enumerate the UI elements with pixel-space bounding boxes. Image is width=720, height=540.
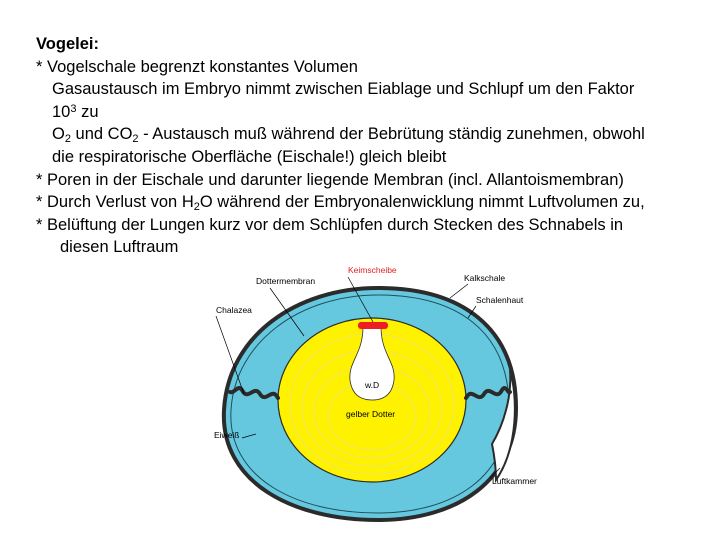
label-schalenhaut: Schalenhaut [476,295,524,305]
bullet-lung-ventilation-cont: diesen Luftraum [60,238,179,257]
bullet-volume: * Vogelschale begrenzt konstantes Volumen [36,57,358,76]
subline-factor: $10^3$ zu [52,102,99,121]
label-gelber-dotter: gelber Dotter [346,409,396,419]
heading: Vogelei: [36,35,99,53]
subline-o2-co2: $O_2$ und $CO_2$ - Austausch muß während der Bebrütung ständig zunehmen, obwohl [52,125,645,146]
bullet-pores: * Poren in der Eischale und darunter liegende Membran (incl. Allantoismembran) [36,170,624,189]
label-eiweiss: Eiweiß [214,430,240,440]
text-block [36,33,716,259]
label-kalkschale: Kalkschale [464,273,506,283]
subline-gas-exchange: Gasaustausch im Embryo nimmt zwischen Eiablage und Schlupf um den Faktor [52,80,635,99]
germinal-disc [358,322,388,329]
label-dottermembran: Dottermembran [256,276,316,286]
bullet-lung-ventilation: * Belüftung der Lungen kurz vor dem Schlüpfen durch Stecken des Schnabels in [36,215,624,234]
egg-cross-section-diagram [200,258,560,538]
label-luftkammer: Luftkammer [492,476,537,486]
label-keimscheibe: Keimscheibe [348,265,397,275]
subline-respiratory-surface: die respiratorische Oberfläche (Eischale!) gleich bleibt [52,147,447,166]
bullet-water-loss: * Durch Verlust von $H_2O$ während der Embryonalenwicklung nimmt Luftvolumen zu, [36,193,645,214]
label-chalazea: Chalazea [216,305,252,315]
label-wd: w.D [365,380,380,390]
